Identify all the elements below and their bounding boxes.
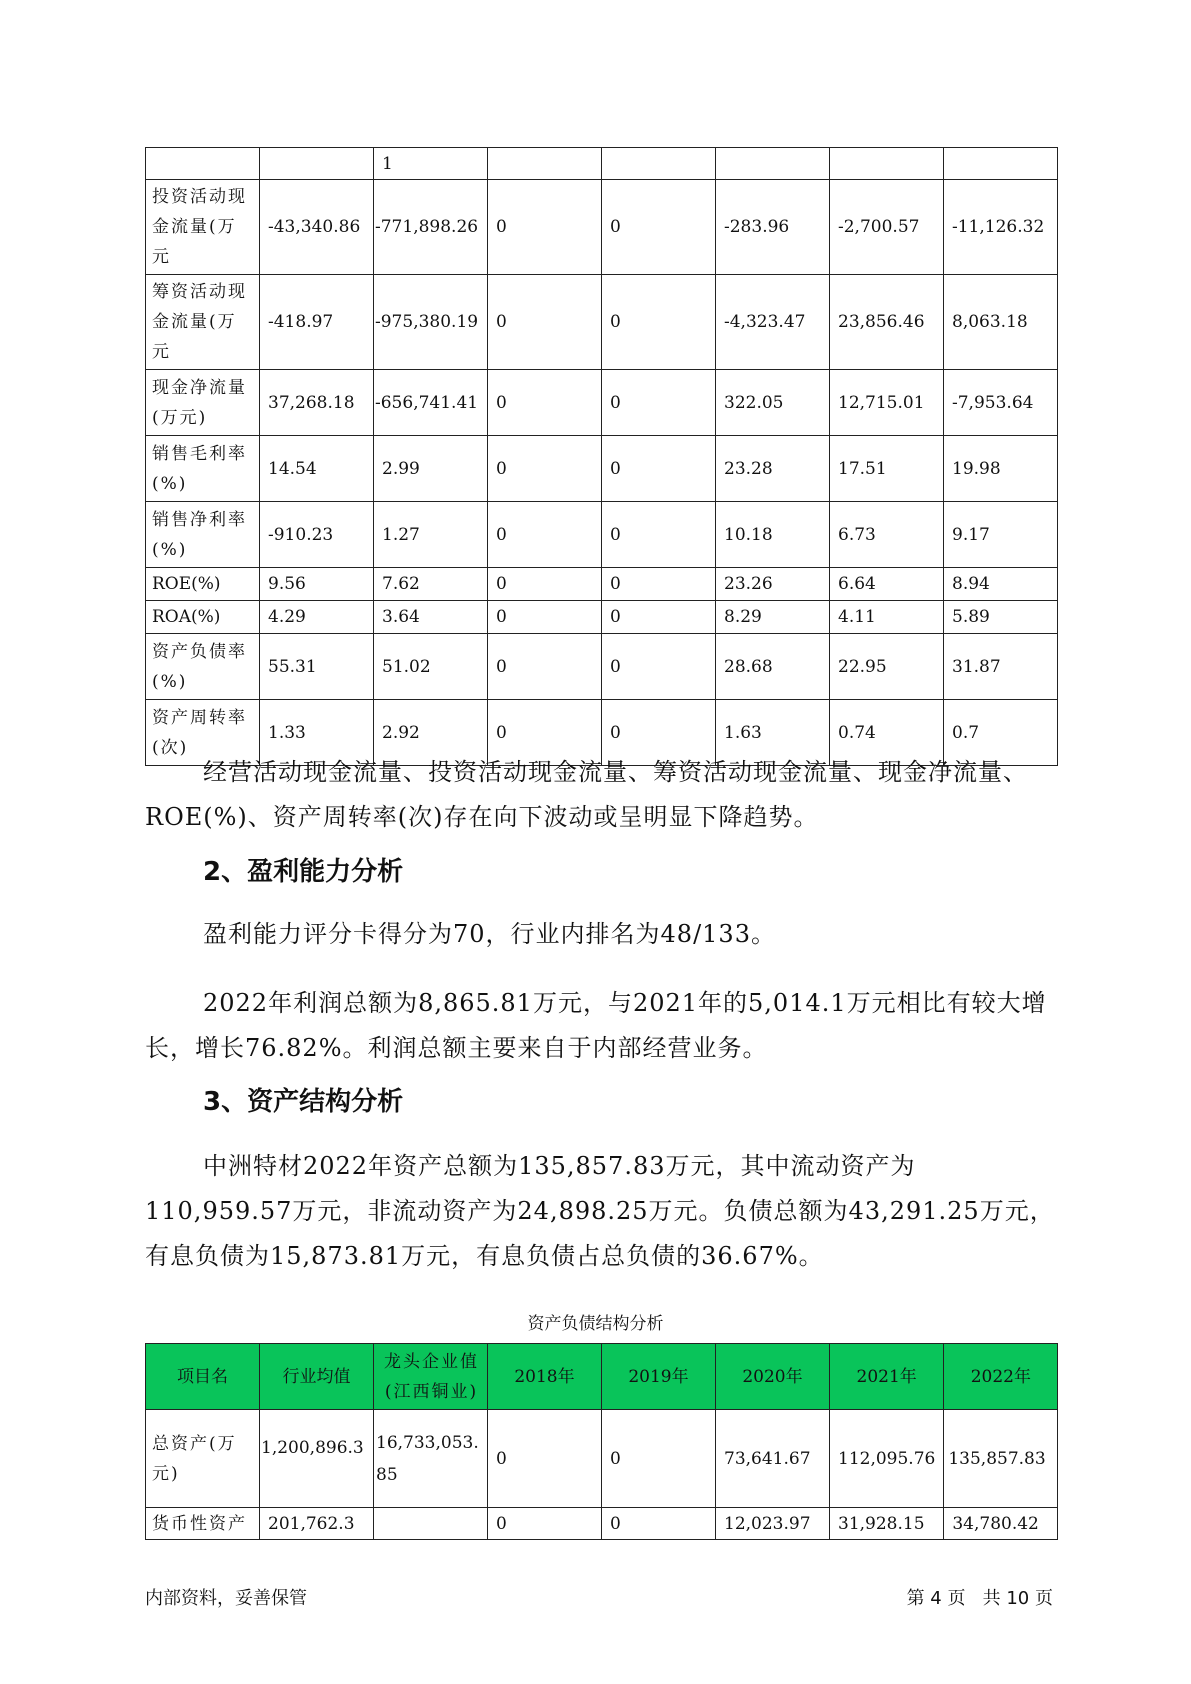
cell-2022: 5.89	[944, 601, 1058, 634]
table-row	[146, 275, 1058, 370]
header-industry-avg: 行业均值	[260, 1344, 374, 1410]
cell-2018: 0	[488, 1508, 602, 1540]
cell-industry-avg: -43,340.86	[260, 180, 374, 275]
row-label	[146, 148, 260, 180]
table-row	[146, 436, 1058, 502]
cell-2020	[716, 148, 830, 180]
cell-2018: 0	[488, 700, 602, 766]
cell-2019: 0	[602, 370, 716, 436]
cell-2022: 0.7	[944, 700, 1058, 766]
cell-leader: 51.02	[374, 634, 488, 700]
cell-industry-avg: 37,268.18	[260, 370, 374, 436]
cell-2022: 8.94	[944, 568, 1058, 601]
table-row	[146, 1410, 1058, 1508]
cell-leader: 2.99	[374, 436, 488, 502]
cell-2022: 19.98	[944, 436, 1058, 502]
cell-2018: 0	[488, 275, 602, 370]
cell-2018: 0	[488, 1410, 602, 1508]
header-item: 项目名	[146, 1344, 260, 1410]
cell-2021: -2,700.57	[830, 180, 944, 275]
row-label: ROA(%)	[146, 601, 260, 634]
cell-2019: 0	[602, 568, 716, 601]
cell-2022	[944, 148, 1058, 180]
row-label: ROE(%)	[146, 568, 260, 601]
cell-leader: 2.92	[374, 700, 488, 766]
header-2018: 2018年	[488, 1344, 602, 1410]
cell-2021: 6.73	[830, 502, 944, 568]
table-row	[146, 180, 1058, 275]
cell-2019: 0	[602, 601, 716, 634]
row-label: 货币性资产	[146, 1508, 260, 1540]
row-label: 现金净流量(万元)	[146, 370, 260, 436]
footer-confidential: 内部资料，妥善保管	[145, 1588, 307, 1609]
cell-2018: 0	[488, 634, 602, 700]
cell-industry-avg	[260, 148, 374, 180]
header-leader: 龙头企业值(江西铜业)	[374, 1344, 488, 1410]
cell-industry-avg: 14.54	[260, 436, 374, 502]
cell-industry-avg: 201,762.3	[260, 1508, 374, 1540]
table-row	[146, 148, 1058, 180]
cell-industry-avg: -418.97	[260, 275, 374, 370]
cell-2021: 112,095.76	[830, 1410, 944, 1508]
header-2021: 2021年	[830, 1344, 944, 1410]
cell-2021: 17.51	[830, 436, 944, 502]
cell-2018: 0	[488, 180, 602, 275]
row-label: 筹资活动现金流量(万元	[146, 275, 260, 370]
cell-2021	[830, 148, 944, 180]
cell-2020: 10.18	[716, 502, 830, 568]
cell-leader: 3.64	[374, 601, 488, 634]
cell-industry-avg: -910.23	[260, 502, 374, 568]
profit-score-paragraph: 盈利能力评分卡得分为70，行业内排名为48/133。	[203, 920, 776, 948]
table-row	[146, 1508, 1058, 1540]
cell-2021: 6.64	[830, 568, 944, 601]
cell-2020: 23.26	[716, 568, 830, 601]
asset-detail-paragraph: 中洲特材2022年资产总额为135,857.83万元，其中流动资产为110,959.57万元，非流动资产为24,898.25万元。负债总额为43,291.25万元，有息负债为15,873.81万元，有息负债占总负债的36.67%。	[145, 1152, 1055, 1270]
row-label: 销售毛利率(%)	[146, 436, 260, 502]
cell-2020: 73,641.67	[716, 1410, 830, 1508]
cell-industry-avg: 4.29	[260, 601, 374, 634]
cell-2022: 8,063.18	[944, 275, 1058, 370]
cell-2019: 0	[602, 1410, 716, 1508]
cell-2019: 0	[602, 700, 716, 766]
header-2020: 2020年	[716, 1344, 830, 1410]
cell-2021: 12,715.01	[830, 370, 944, 436]
cell-industry-avg: 1.33	[260, 700, 374, 766]
cell-2020: 12,023.97	[716, 1508, 830, 1540]
cell-leader: 7.62	[374, 568, 488, 601]
cell-leader: 1	[374, 148, 488, 180]
table-caption: 资产负债结构分析	[527, 1314, 664, 1334]
cell-2021: 0.74	[830, 700, 944, 766]
cell-2022: -7,953.64	[944, 370, 1058, 436]
header-2019: 2019年	[602, 1344, 716, 1410]
cell-2020: 8.29	[716, 601, 830, 634]
cell-2021: 4.11	[830, 601, 944, 634]
table-header-row	[146, 1344, 1058, 1410]
row-label: 投资活动现金流量(万元	[146, 180, 260, 275]
cell-2022: 135,857.83	[944, 1410, 1058, 1508]
cell-2022: 9.17	[944, 502, 1058, 568]
trend-paragraph: 经营活动现金流量、投资活动现金流量、筹资活动现金流量、现金净流量、ROE(%)、资产周转率(次)存在向下波动或呈明显下降趋势。	[145, 758, 1028, 831]
asset-structure-table	[145, 1343, 1058, 1540]
cell-2021: 23,856.46	[830, 275, 944, 370]
cell-2022: -11,126.32	[944, 180, 1058, 275]
cell-industry-avg: 1,200,896.3	[260, 1410, 374, 1508]
cell-industry-avg: 9.56	[260, 568, 374, 601]
cell-leader: 16,733,053.85	[374, 1410, 488, 1508]
cell-2020: 1.63	[716, 700, 830, 766]
table-row	[146, 601, 1058, 634]
table-row	[146, 370, 1058, 436]
cell-2019: 0	[602, 634, 716, 700]
row-label: 销售净利率(%)	[146, 502, 260, 568]
cell-2020: -283.96	[716, 180, 830, 275]
footer-page-number: 第 4 页 共 10 页	[906, 1588, 1053, 1609]
cell-leader: -975,380.19	[374, 275, 488, 370]
cell-2018: 0	[488, 370, 602, 436]
header-2022: 2022年	[944, 1344, 1058, 1410]
cell-2019: 0	[602, 180, 716, 275]
cell-2020: 23.28	[716, 436, 830, 502]
cell-2018: 0	[488, 436, 602, 502]
profit-detail-paragraph: 2022年利润总额为8,865.81万元，与2021年的5,014.1万元相比有较大增长，增长76.82%。利润总额主要来自于内部经营业务。	[145, 989, 1047, 1062]
cell-2019: 0	[602, 436, 716, 502]
cell-leader	[374, 1508, 488, 1540]
profit-section-heading: 2、盈利能力分析	[203, 857, 404, 887]
cell-2019: 0	[602, 275, 716, 370]
row-label: 资产周转率(次)	[146, 700, 260, 766]
cell-2020: 322.05	[716, 370, 830, 436]
cell-2019: 0	[602, 502, 716, 568]
cell-2020: 28.68	[716, 634, 830, 700]
row-label: 总资产(万元)	[146, 1410, 260, 1508]
asset-section-heading: 3、资产结构分析	[203, 1087, 404, 1117]
cell-2022: 31.87	[944, 634, 1058, 700]
cell-2018: 0	[488, 568, 602, 601]
cell-leader: -771,898.26	[374, 180, 488, 275]
row-label: 资产负债率(%)	[146, 634, 260, 700]
financial-indicator-table	[145, 147, 1058, 766]
cell-2019: 0	[602, 1508, 716, 1540]
cell-2018: 0	[488, 601, 602, 634]
cell-2020: -4,323.47	[716, 275, 830, 370]
table-row	[146, 634, 1058, 700]
cell-leader: -656,741.41	[374, 370, 488, 436]
cell-industry-avg: 55.31	[260, 634, 374, 700]
cell-2021: 31,928.15	[830, 1508, 944, 1540]
cell-2022: 34,780.42	[944, 1508, 1058, 1540]
cell-2018: 0	[488, 502, 602, 568]
table-row	[146, 502, 1058, 568]
cell-2021: 22.95	[830, 634, 944, 700]
table-row	[146, 568, 1058, 601]
cell-2018	[488, 148, 602, 180]
cell-leader: 1.27	[374, 502, 488, 568]
cell-2019	[602, 148, 716, 180]
